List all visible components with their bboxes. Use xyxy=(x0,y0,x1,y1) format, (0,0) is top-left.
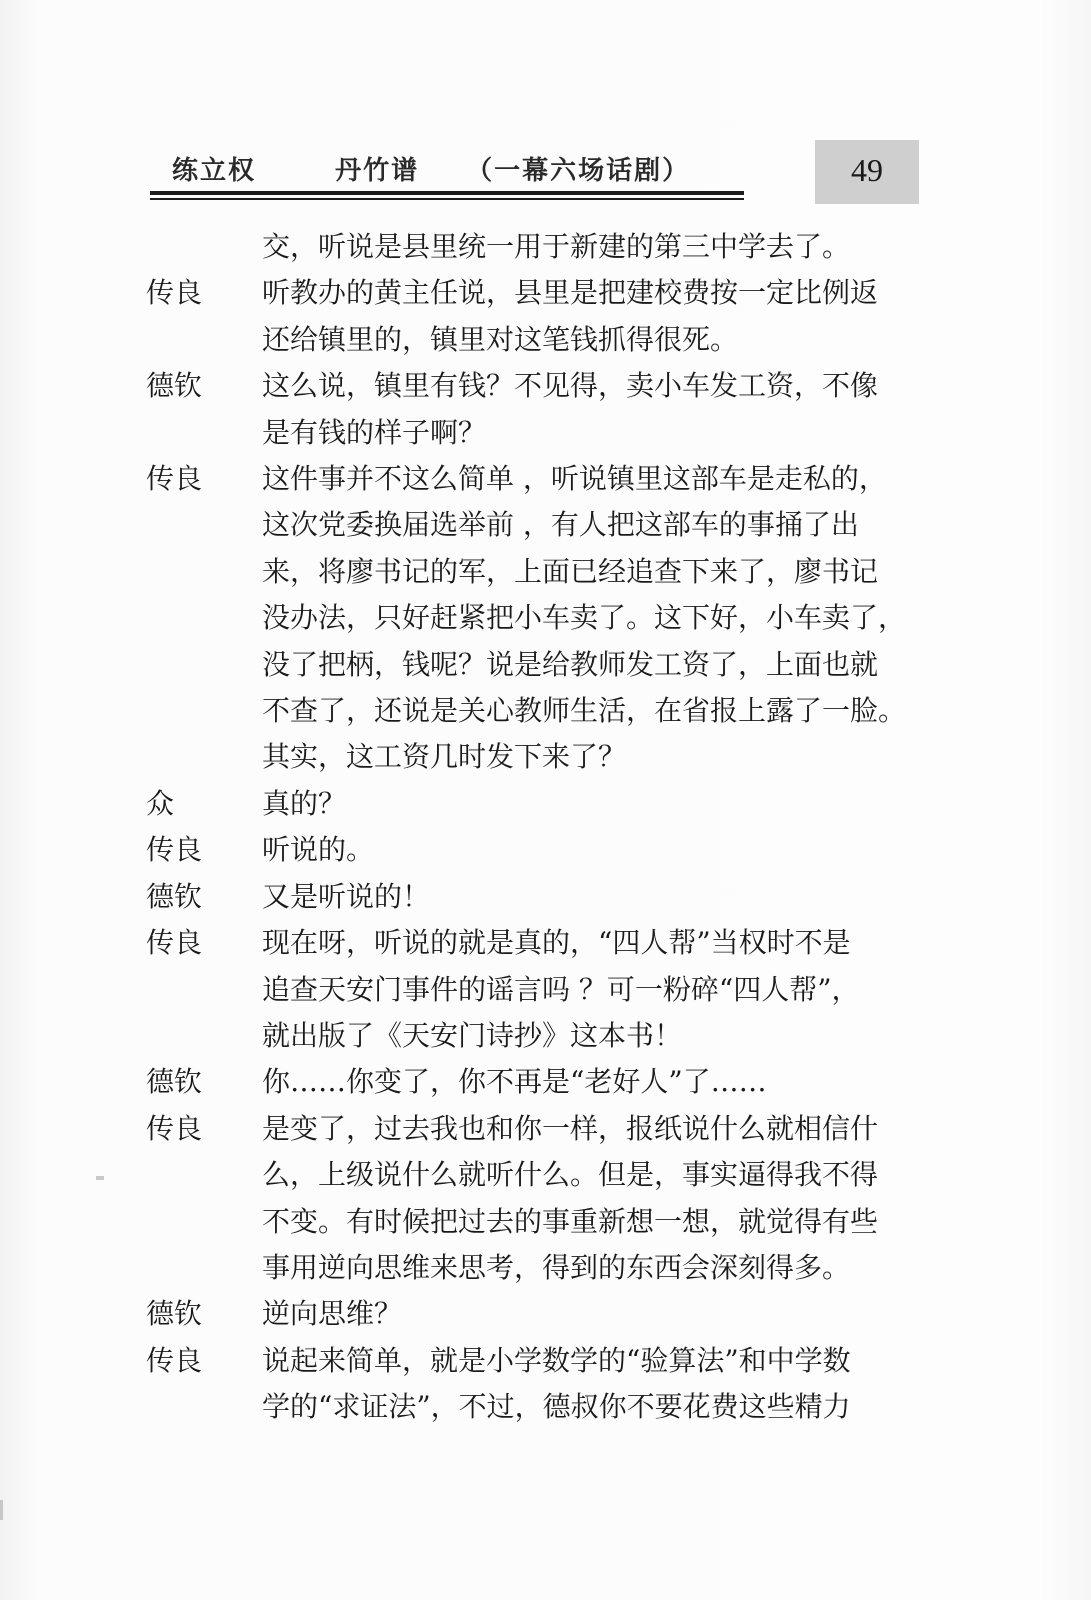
dialogue-entry xyxy=(146,1106,916,1292)
speaker-name: 德钦 xyxy=(146,369,203,403)
speaker-name: 传良 xyxy=(146,276,203,310)
page-number: 49 xyxy=(851,152,883,188)
speech-line: 是变了，过去我也和你一样，报纸说什么就相信什 xyxy=(262,1111,879,1145)
dialogue-entry xyxy=(146,827,916,873)
header-title: 丹竹谱 xyxy=(335,156,420,186)
dialogue-body xyxy=(146,224,916,1431)
speech-text xyxy=(262,1059,902,1105)
speaker-name: 传良 xyxy=(146,926,203,960)
speech-line: 听教办的黄主任说，县里是把建校费按一定比例返 xyxy=(262,276,879,310)
speech-line: 没了把柄，钱呢？说是给教师发工资了，上面也就 xyxy=(262,647,879,681)
speech-line: 其实，这工资几时发下来了？ xyxy=(262,740,627,774)
dialogue-entry xyxy=(146,270,916,363)
speaker-name: 传良 xyxy=(146,1343,203,1377)
speaker-name: 传良 xyxy=(146,833,203,867)
speaker-name: 传良 xyxy=(146,1111,203,1145)
header-rule-thick xyxy=(150,191,744,195)
speech-line: 学的“求证法”，不过，德叔你不要花费这些精力 xyxy=(262,1390,851,1424)
speech-line: 这件事并不这么简单 ，听说镇里这部车是走私的， xyxy=(262,462,887,496)
speech-text xyxy=(262,1106,902,1292)
speech-text xyxy=(262,456,906,781)
speech-line: 你……你变了，你不再是“老好人”了…… xyxy=(262,1065,767,1099)
speech-line: 来，将廖书记的军，上面已经追查下来了，廖书记 xyxy=(262,554,879,588)
speech-text xyxy=(262,874,902,920)
speech-line: 又是听说的！ xyxy=(262,879,431,913)
speech-line: 追查天安门事件的谣言吗 ？可一粉碎“四人帮”， xyxy=(262,972,860,1006)
speaker-name: 德钦 xyxy=(146,1065,203,1099)
header-author: 练立权 xyxy=(172,156,257,186)
speaker-name: 传良 xyxy=(146,462,203,496)
speech-line: 逆向思维？ xyxy=(262,1297,403,1331)
speech-line: 就出版了《天安门诗抄》这本书！ xyxy=(262,1018,683,1052)
speech-text xyxy=(262,1338,902,1431)
dialogue-entry xyxy=(146,363,916,456)
scan-edge-mark xyxy=(0,1500,3,1520)
speech-text xyxy=(262,827,902,873)
speech-line: 现在呀，听说的就是真的，“四人帮”当权时不是 xyxy=(262,926,851,960)
dialogue-entry xyxy=(146,1291,916,1337)
speech-line: 这次党委换届选举前 ，有人把这部车的事捅了出 xyxy=(262,508,859,542)
speech-text xyxy=(262,363,902,456)
speech-line: 没办法，只好赶紧把小车卖了。这下好，小车卖了， xyxy=(262,601,907,635)
speech-line: 说起来简单，就是小学数学的“验算法”和中学数 xyxy=(262,1343,851,1377)
speech-text xyxy=(262,270,902,363)
page-number-box xyxy=(815,140,919,204)
speaker-name: 德钦 xyxy=(146,879,203,913)
dialogue-entry xyxy=(146,456,916,781)
header-rule-thin xyxy=(150,198,744,200)
speech-line: 这么说，镇里有钱？不见得，卖小车发工资，不像 xyxy=(262,369,879,403)
speech-line: 是有钱的样子啊？ xyxy=(262,415,487,449)
speech-line: 事用逆向思维来思考，得到的东西会深刻得多。 xyxy=(262,1250,851,1284)
dialogue-entry xyxy=(146,1059,916,1105)
dialogue-entry xyxy=(146,874,916,920)
page-header xyxy=(150,140,910,210)
speech-text xyxy=(262,224,902,270)
speech-line: 不查了，还说是关心教师生活，在省报上露了一脸。 xyxy=(262,694,907,728)
dialogue-entry xyxy=(146,224,916,270)
speaker-name: 众 xyxy=(146,786,175,820)
dialogue-entry xyxy=(146,781,916,827)
speech-line: 交，听说是县里统一用于新建的第三中学去了。 xyxy=(262,230,851,263)
dialogue-entry xyxy=(146,1338,916,1431)
speech-line: 听说的。 xyxy=(262,833,375,867)
header-subtitle: （一幕六场话剧） xyxy=(466,156,691,186)
scan-speck xyxy=(96,1176,104,1180)
speech-line: 么，上级说什么就听什么。但是，事实逼得我不得 xyxy=(262,1158,879,1192)
speaker-name: 德钦 xyxy=(146,1297,203,1331)
speech-text xyxy=(262,1291,902,1337)
speech-line: 还给镇里的，镇里对这笔钱抓得很死。 xyxy=(262,322,739,356)
dialogue-entry xyxy=(146,920,916,1059)
speech-line: 不变。有时候把过去的事重新想一想，就觉得有些 xyxy=(262,1204,879,1238)
speech-text xyxy=(262,781,902,827)
running-head xyxy=(172,150,690,187)
speech-text xyxy=(262,920,902,1059)
speech-line: 真的？ xyxy=(262,786,347,820)
